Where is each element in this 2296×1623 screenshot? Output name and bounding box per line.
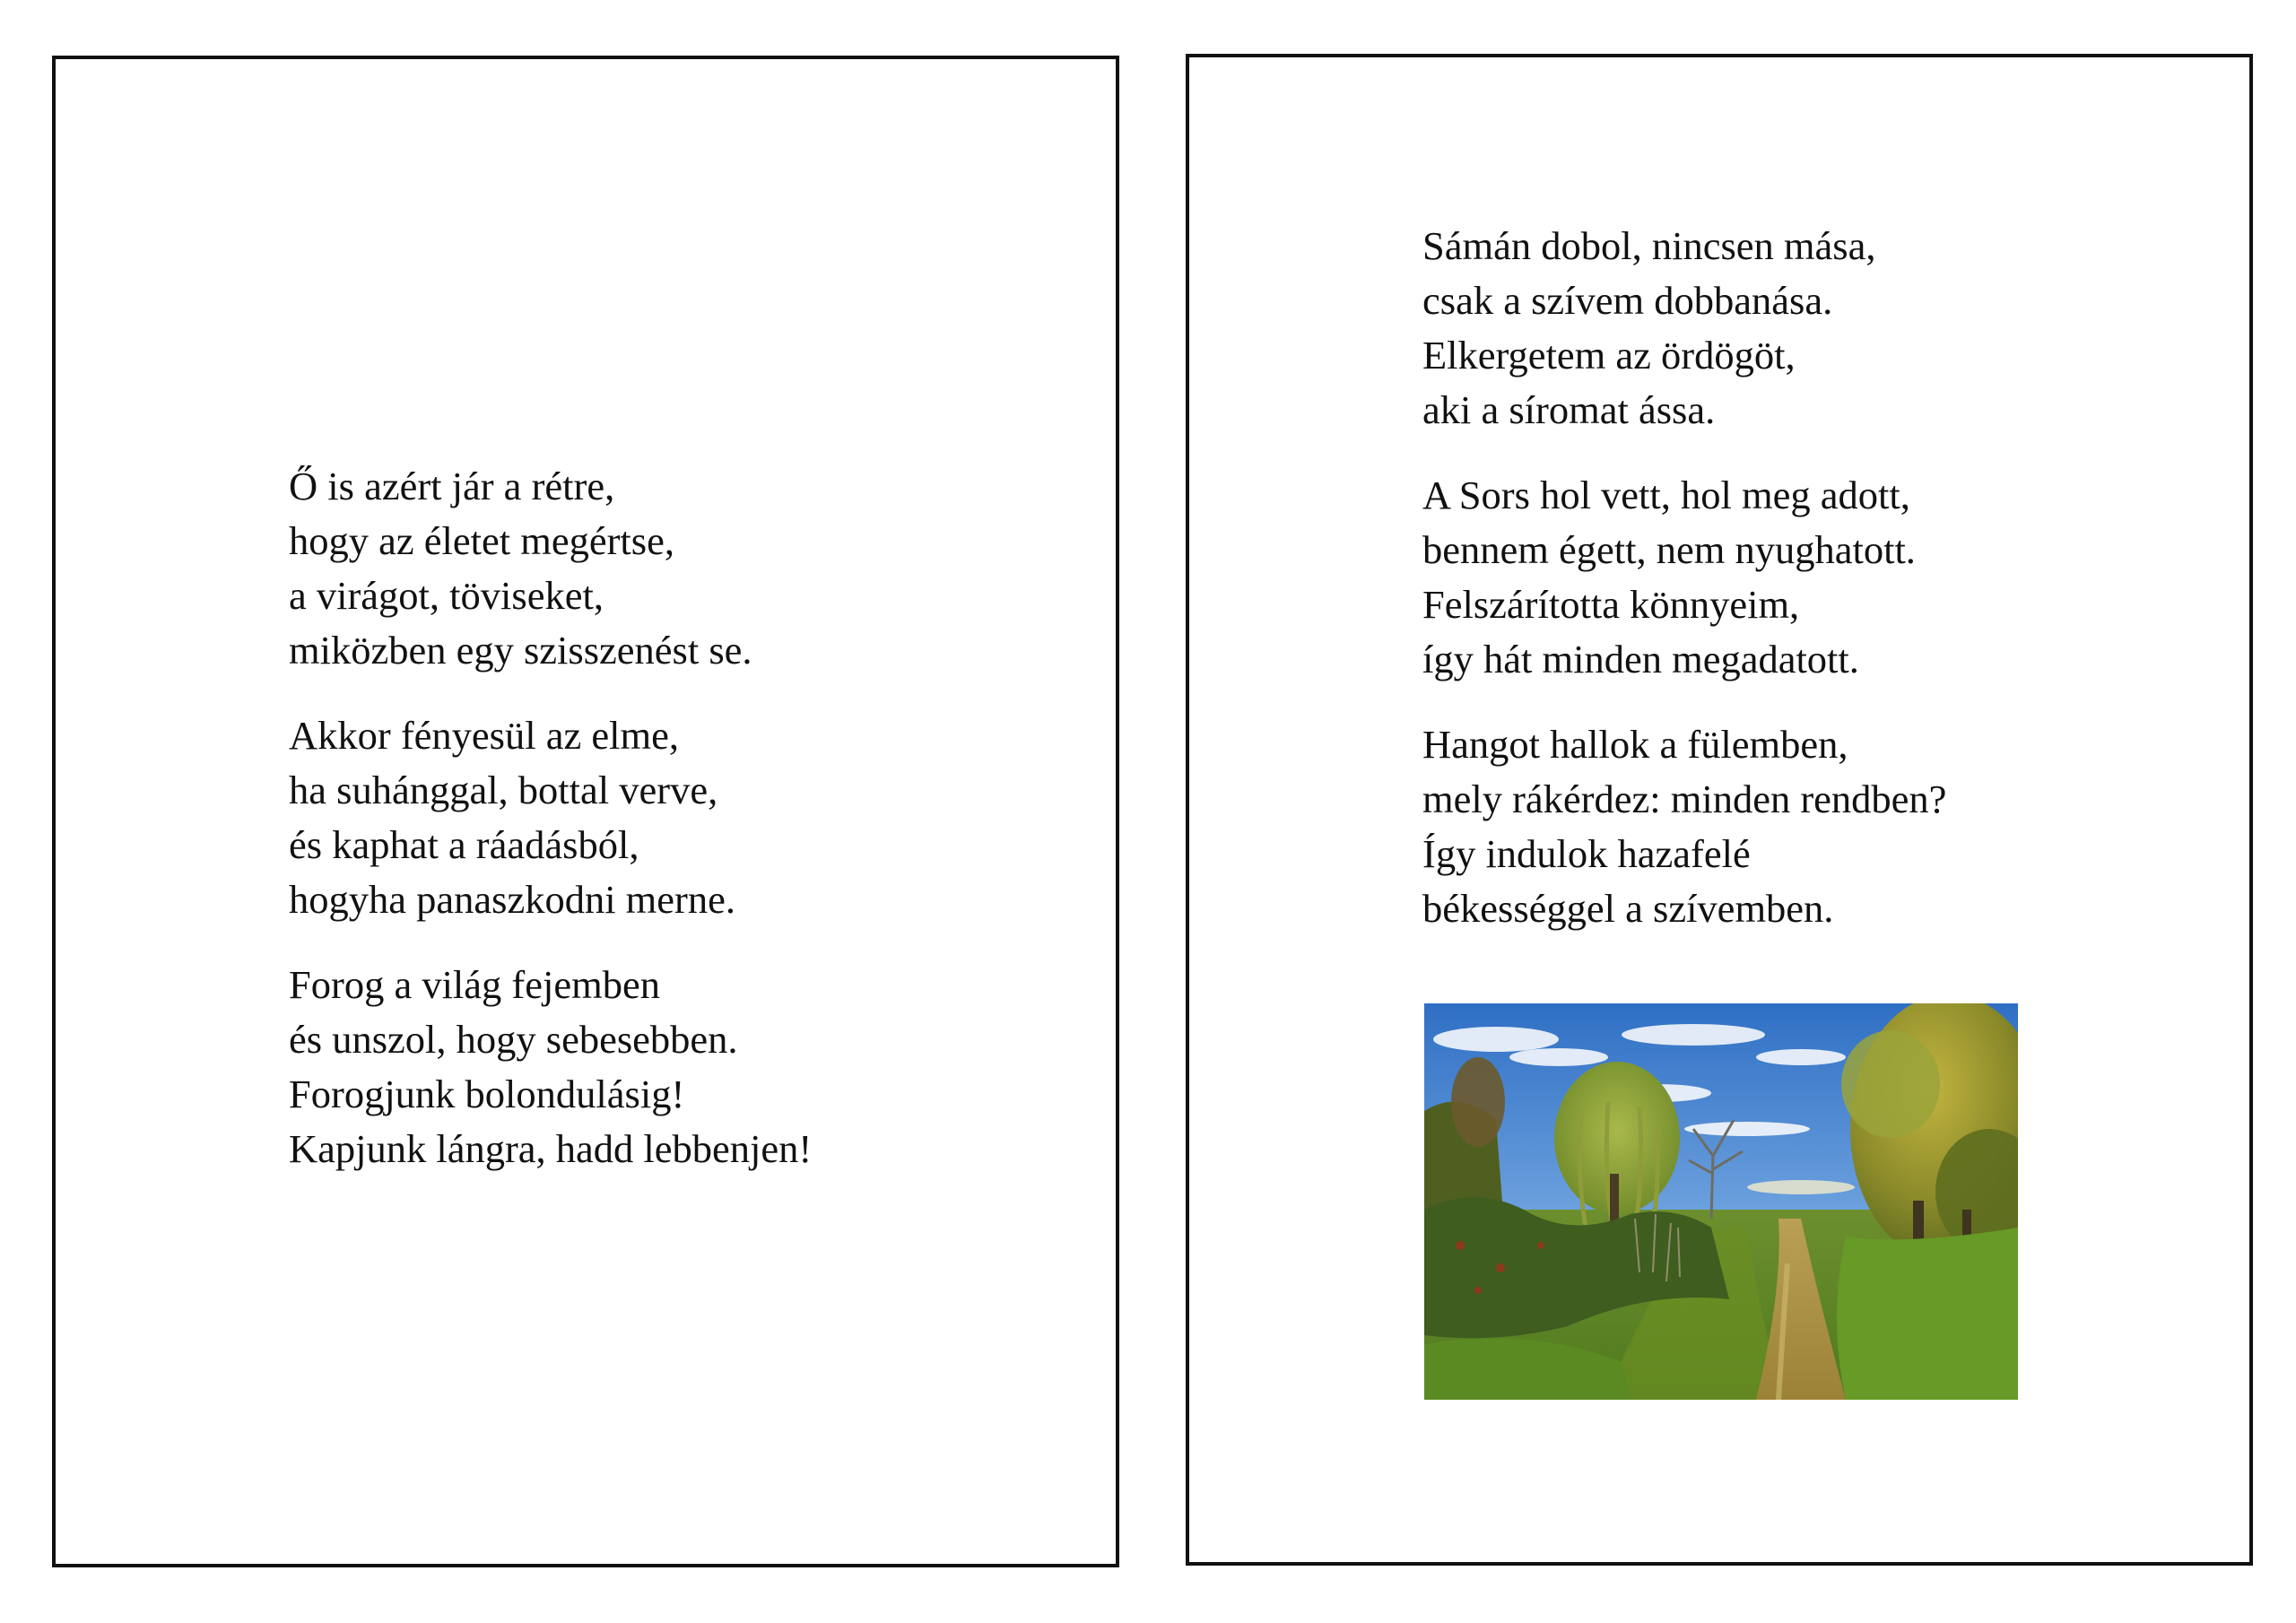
poem-line: aki a síromat ássa.: [1422, 387, 1716, 432]
stanza-3: [289, 958, 812, 1176]
meadow-photo: [1424, 1003, 2018, 1400]
stanza-1: [289, 459, 812, 678]
poem-line: és kaphat a ráadásból,: [289, 822, 639, 867]
poem-line: ha suhánggal, bottal verve,: [289, 768, 718, 812]
poem-line: Elkergetem az ördögöt,: [1422, 333, 1796, 378]
poem-line: csak a szívem dobbanása.: [1422, 278, 1833, 323]
left-page: [52, 56, 1119, 1567]
poem-line: A Sors hol vett, hol meg adott,: [1422, 473, 1910, 517]
poem-line: Akkor fényesül az elme,: [289, 713, 679, 758]
poem-line: Forogjunk bolondulásig!: [289, 1072, 685, 1116]
poem-line: Sámán dobol, nincsen mása,: [1422, 223, 1876, 268]
poem-line: így hát minden megadatott.: [1422, 637, 1859, 681]
poem-right: [1422, 219, 1946, 936]
poem-line: és unszol, hogy sebesebben.: [289, 1017, 738, 1062]
poem-line: Felszárította könnyeim,: [1422, 582, 1800, 627]
poem-line: hogy az életet megértse,: [289, 518, 674, 563]
poem-line: békességgel a szívemben.: [1422, 886, 1834, 931]
poem-left: [289, 459, 812, 1176]
stanza-2: [289, 708, 812, 927]
poem-line: Így indulok hazafelé: [1422, 831, 1751, 876]
poem-line: Forog a világ fejemben: [289, 962, 660, 1007]
poem-line: Hangot hallok a fülemben,: [1422, 722, 1848, 767]
poem-line: miközben egy szisszenést se.: [289, 628, 752, 673]
poem-line: bennem égett, nem nyughatott.: [1422, 527, 1916, 572]
stanza-6: [1422, 717, 1946, 936]
poem-line: a virágot, töviseket,: [289, 573, 604, 618]
poem-line: mely rákérdez: minden rendben?: [1422, 777, 1947, 821]
stanza-4: [1422, 219, 1946, 438]
poem-line: Ő is azért jár a rétre,: [289, 464, 615, 508]
right-page: [1186, 54, 2253, 1566]
poem-line: Kapjunk lángra, hadd lebbenjen!: [289, 1126, 813, 1171]
poem-line: hogyha panaszkodni merne.: [289, 877, 735, 922]
stanza-5: [1422, 468, 1946, 687]
